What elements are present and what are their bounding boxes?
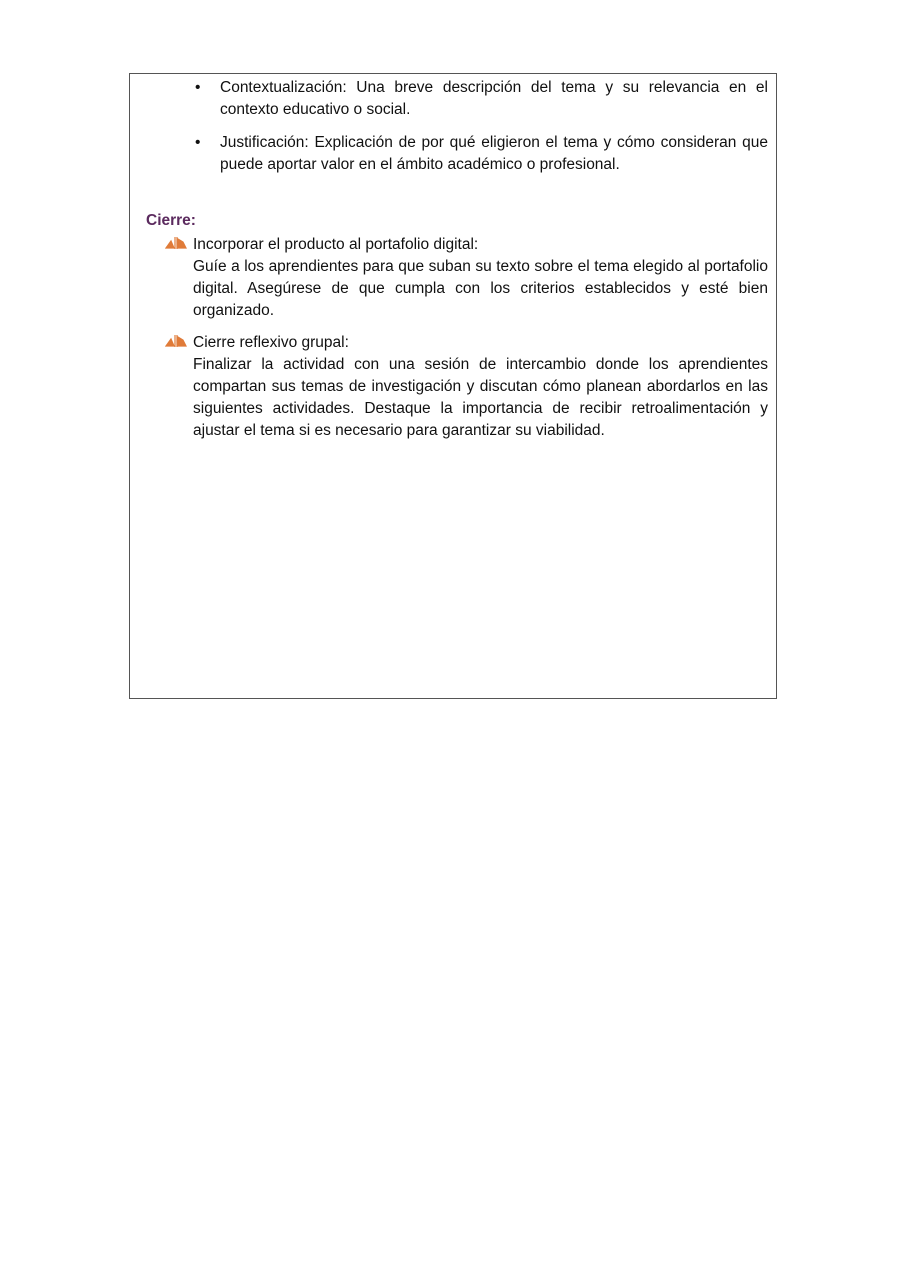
bullet-icon: • — [195, 79, 201, 96]
bullet-item — [195, 132, 768, 176]
book-icon — [165, 236, 187, 250]
content-box — [129, 73, 777, 699]
list-item — [193, 234, 768, 322]
bullet-text: Justificación: Explicación de por qué eligieron el tema y cómo consideran que puede aportar valor en el ámbito académico o profesional. — [220, 134, 768, 173]
bullet-text: Contextualización: Una breve descripción del tema y su relevancia en el contexto educativo o social. — [220, 79, 768, 118]
section-heading: Cierre: — [146, 212, 196, 229]
item-title: Cierre reflexivo grupal: — [193, 334, 349, 351]
bullet-icon: • — [195, 134, 201, 151]
item-title: Incorporar el producto al portafolio digital: — [193, 236, 479, 253]
item-body: Finalizar la actividad con una sesión de intercambio donde los aprendientes compartan sus temas de investigación y discutan cómo planean abordarlos en las siguientes actividades. Destaque la importancia de recibir retroalimentación y ajustar el tema si es necesario para garantizar su viabilidad. — [193, 356, 768, 439]
book-icon — [165, 334, 187, 348]
list-item — [193, 332, 768, 442]
bullet-item — [195, 77, 768, 121]
item-body: Guíe a los aprendientes para que suban su texto sobre el tema elegido al portafolio digital. Asegúrese de que cumpla con los criterios establecidos y esté bien organizado. — [193, 258, 768, 319]
